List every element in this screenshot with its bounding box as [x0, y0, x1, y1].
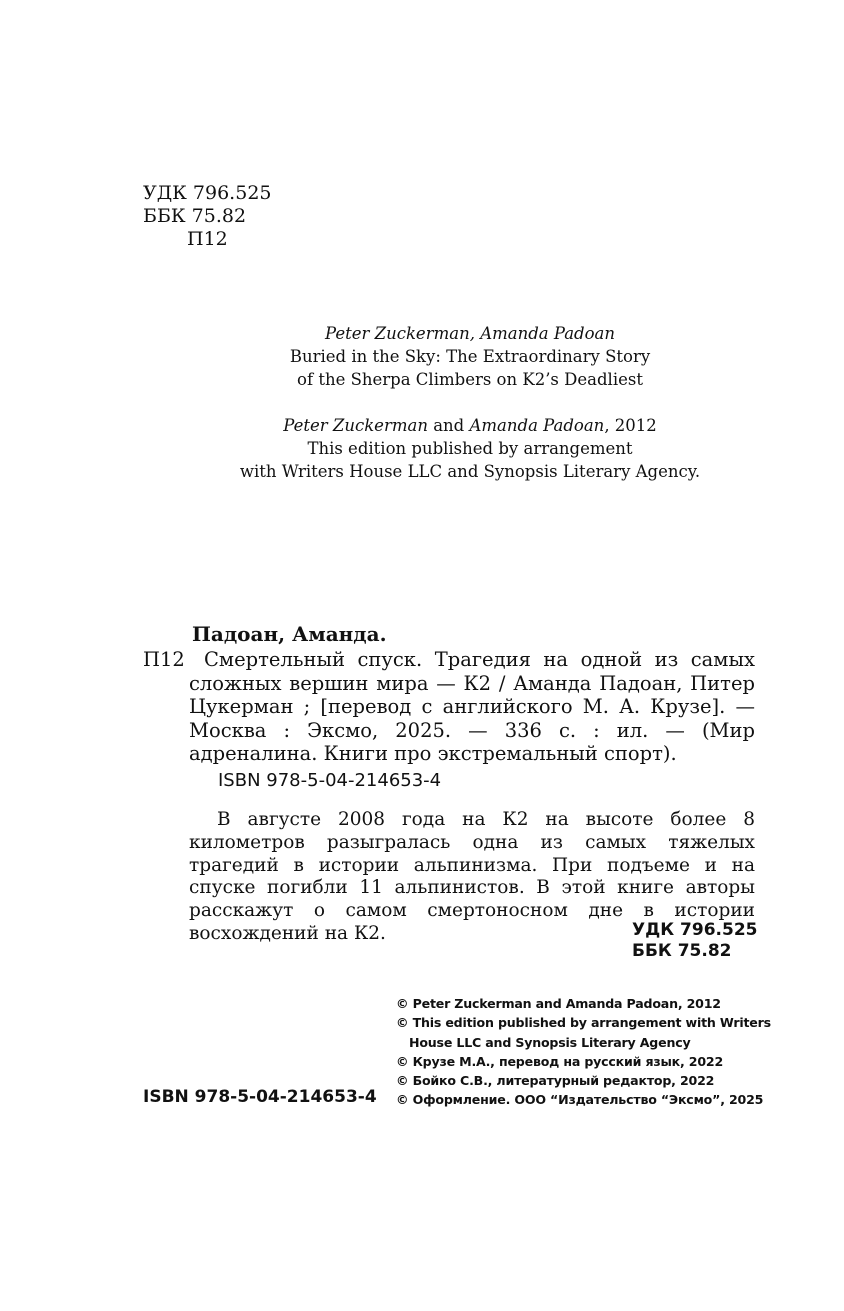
copyright-notices [396, 994, 771, 1110]
isbn-bottom: ISBN 978-5-04-214653-4 [143, 1087, 377, 1107]
bottom-udk-code: УДК 796.525 [632, 920, 758, 940]
description-text: Смертельный спуск. Трагедия на одной из самых сложных вершин мира — К2 / Аманда Падоан, Питер Цукерман ; [перевод с английского М. А. Крузе]. — Москва : Эксмо, 2025. — 336 с. : ил. — (Мир адреналина. Книги про экстремальный спорт). [189, 648, 755, 765]
top-classification-codes [143, 182, 272, 251]
rights-and: and [433, 416, 465, 435]
edition-line-2: with Writers House LLC and Synopsis Literary Agency. [239, 462, 701, 481]
annotation-text: В августе 2008 года на К2 на высоте более 8 километров разыгралась одна из самых тяжелых трагедий в истории альпинизма. При подъеме и на спуске погибли 11 альпинистов. В этой книге авторы расскажут о самом смертоносном дне в истории восхождений на К2. [189, 809, 755, 944]
copyright-line-1: © Peter Zuckerman and Amanda Padoan, 2012 [396, 996, 721, 1011]
bibliographic-description [189, 648, 755, 766]
isbn-catalog: ISBN 978-5-04-214653-4 [218, 770, 442, 791]
copyright-line-3: House LLC and Synopsis Literary Agency [409, 1034, 691, 1050]
copyright-line-4: © Крузе М.А., перевод на русский язык, 2022 [396, 1053, 724, 1069]
original-title-line-1: Buried in the Sky: The Extraordinary Story [289, 347, 651, 366]
original-title-line-2: of the Sherpa Climbers on K2’s Deadliest [297, 370, 643, 389]
bbk-code: ББК 75.82 [143, 205, 247, 227]
bottom-classification-codes [632, 920, 758, 962]
udk-code: УДК 796.525 [143, 182, 272, 204]
original-title-block [160, 322, 780, 391]
rights-author-2: Amanda Padoan [469, 416, 605, 435]
rights-year: , 2012 [604, 416, 657, 435]
rights-author-1: Peter Zuckerman [283, 416, 428, 435]
author-mark: П12 [187, 228, 228, 250]
original-rights-line [160, 414, 780, 437]
copyright-line-5: © Бойко С.В., литературный редактор, 2022 [396, 1073, 715, 1089]
original-authors: Peter Zuckerman, Amanda Padoan [324, 324, 616, 343]
author-heading: Падоан, Аманда. [192, 622, 387, 646]
bottom-bbk-code: ББК 75.82 [632, 941, 732, 961]
copyright-line-6: © Оформление. ООО “Издательство “Эксмо”, 2025 [396, 1092, 764, 1108]
copyright-line-2: © This edition published by arrangement with Writers [396, 1015, 771, 1031]
original-rights-block [160, 414, 780, 483]
catalog-author-mark: П12 [143, 648, 185, 671]
edition-line-1: This edition published by arrangement [307, 439, 633, 458]
